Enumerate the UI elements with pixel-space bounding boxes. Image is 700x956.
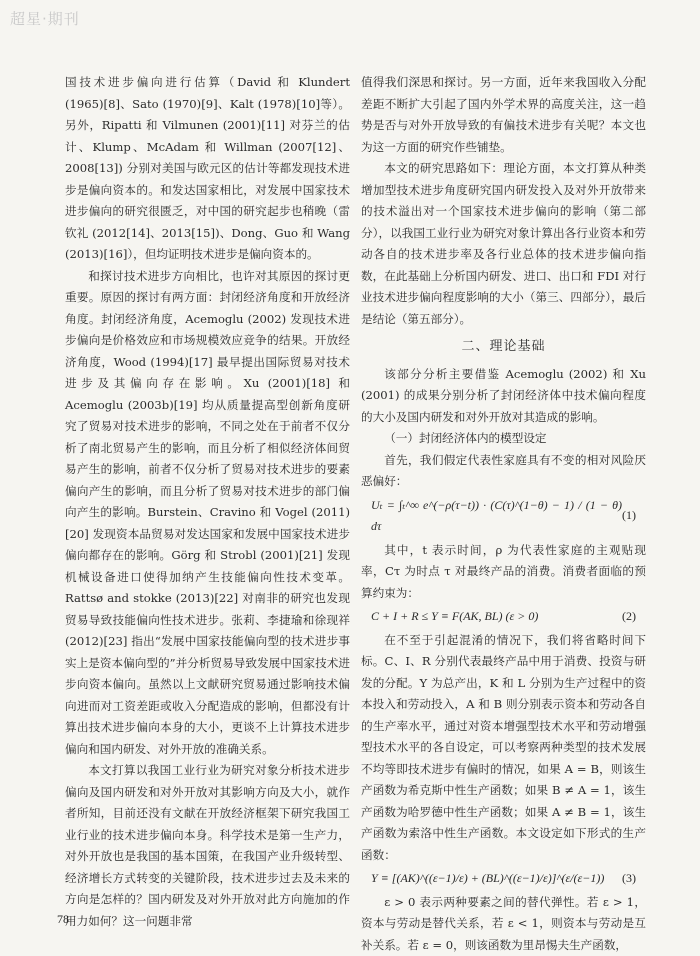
subsection-title: （一）封闭经济体内的模型设定 <box>361 428 646 450</box>
paragraph: 其中，t 表示时间，ρ 为代表性家庭的主观贴现率，Cτ 为时点 τ 对最终产品的消费。消费者面临的预算约束为： <box>361 540 646 605</box>
paragraph: ε > 0 表示两种要素之间的替代弹性。若 ε > 1，资本与劳动是替代关系，若 ε < 1，则资本与劳动是互补关系。若 ε = 0，则该函数为里昂惕夫生产函数， <box>361 892 646 956</box>
paragraph: 在不至于引起混淆的情况下，我们将省略时间下标。C、I、R 分别代表最终产品中用于消费、投资与研发的分配。Y 为总产出，K 和 L 分别为生产过程中的资本投入和劳动投入，A 和 B 则分别表示资本和劳动各自的生产率水平，通过对资本增强型技术水平和劳动增强型技术水平的各自设定，可以考察两种类型的技术发展不均等即技术进步有偏时的情况，如果 A = B，则该生产函数为希克斯中性生产函数；如果 B ≠ A = 1，该生产函数为哈罗德中性生产函数；如果 A ≠ B = 1，该生产函数为索洛中性生产函数。本文设定如下形式的生产函数： <box>361 630 646 867</box>
equation-body: Y ≡ [(AK)^((ε−1)/ε) + (BL)^((ε−1)/ε)]^(ε/(ε−1)) <box>371 868 604 890</box>
paragraph: 首先，我们假定代表性家庭具有不变的相对风险厌恶偏好： <box>361 450 646 493</box>
equation-3 <box>361 866 646 892</box>
paragraph: 和探讨技术进步方向相比，也许对其原因的探讨更重要。原因的探讨有两方面：封闭经济角度和开放经济角度。封闭经济角度，Acemoglu (2002) 发现技术进步偏向是价格效应和市场规模效应竞争的结果。开放经济角度，Wood (1994)[17] 最早提出国际贸易对技术进步及其偏向存在影响。Xu (2001)[18] 和 Acemoglu (2003b)[19] 均从质量提高型创新角度研究了贸易对技术进步的影响，不同之处在于前者不仅分析了南北贸易产生的影响，而且分析了相似经济体间贸易产生的影响，前者不仅分析了贸易对技术进步的要素偏向产生的影响，而且分析了贸易对技术进步的部门偏向产生的影响。Burstein、Cravino 和 Vogel (2011)[20] 发现资本品贸易对发达国家和发展中国家技术进步偏向都存在的影响。Görg 和 Strobl (2001)[21] 发现机械设备进口使得加纳产生技能偏向性技术变革。Rattsø and stokke (2013)[22] 对南非的研究也发现贸易导致技能偏向性技术进步。张莉、李捷瑜和徐现祥 (2012)[23] 指出“发展中国家技能偏向型的技术进步事实上是资本偏向型的”并分析贸易导致发展中国家技术进步向资本偏向。虽然以上文献研究贸易通过影响技术偏向进而对工资差距或收入分配造成的影响，但都没有计算出技术进步偏向本身的大小，更谈不上计算技术进步偏向和国内研发、对外开放的准确关系。 <box>65 266 350 761</box>
equation-number: (3) <box>622 868 646 890</box>
equation-body: Uₜ = ∫ₜ^∞ e^(−ρ(τ−t)) · (C(τ)^(1−θ) − 1) / (1 − θ) dτ <box>371 495 622 538</box>
equation-number: (1) <box>622 505 646 527</box>
section-title: 二、理论基础 <box>361 336 646 358</box>
paragraph: 该部分分析主要借鉴 Acemoglu (2002) 和 Xu (2001) 的成果分别分析了封闭经济体中技术偏向程度的大小及国内研发和对外开放对其造成的影响。 <box>361 364 646 429</box>
paragraph: 国技术进步偏向进行估算（David 和 Klundert (1965)[8]、Sato (1970)[9]、Kalt (1978)[10]等）。另外，Ripatti 和 Vilmunen (2001)[11] 对芬兰的估计、Klump、McAdam 和 Willman (2007[12]、2008[13]) 分别对美国与欧元区的估计等都发现技术进步是偏向资本的。和发达国家相比，对发展中国家技术进步偏向的研究很匮乏，对中国的研究起步也稍晚（雷钦礼 (2012[14]、2013[15])、Dong、Guo 和 Wang (2013)[16]），但均证明技术进步是偏向资本的。 <box>65 72 350 266</box>
equation-number: (2) <box>622 606 646 628</box>
page-number: 78 <box>57 912 69 927</box>
equation-1 <box>361 493 646 540</box>
paragraph: 本文的研究思路如下：理论方面，本文打算从种类增加型技术进步角度研究国内研发投入及对外开放带来的技术溢出对一个国家技术进步偏向的影响（第二部分），以我国工业行业为研究对象计算出各行业资本和劳动各自的技术进步率及各行业总体的技术进步偏向指数，在此基础上分析国内研发、进口、出口和 FDI 对行业技术进步偏向程度影响的大小（第三、四部分），最后是结论（第五部分）。 <box>361 158 646 330</box>
paragraph: 值得我们深思和探讨。另一方面，近年来我国收入分配差距不断扩大引起了国内外学术界的高度关注，这一趋势是否与对外开放导致的有偏技术进步有关呢？本文也为这一方面的研究作些铺垫。 <box>361 72 646 158</box>
right-column <box>361 72 646 956</box>
left-column <box>65 72 350 932</box>
journal-watermark: 超星·期刊 <box>10 8 80 29</box>
equation-2 <box>361 604 646 630</box>
paragraph: 本文打算以我国工业行业为研究对象分析技术进步偏向及国内研发和对外开放对其影响方向及大小，就作者所知，目前还没有文献在开放经济框架下研究我国工业行业的技术进步偏向本身。科学技术是第一生产力，对外开放也是我国的基本国策，在我国产业升级转型、经济增长方式转变的关键阶段，技术进步过去及未来的方向是怎样的？国内研发及对外开放对此方向施加的作用力如何？这一问题非常 <box>65 760 350 932</box>
equation-body: C + I + R ≤ Y ≡ F(AK, BL) (ε > 0) <box>371 606 538 628</box>
